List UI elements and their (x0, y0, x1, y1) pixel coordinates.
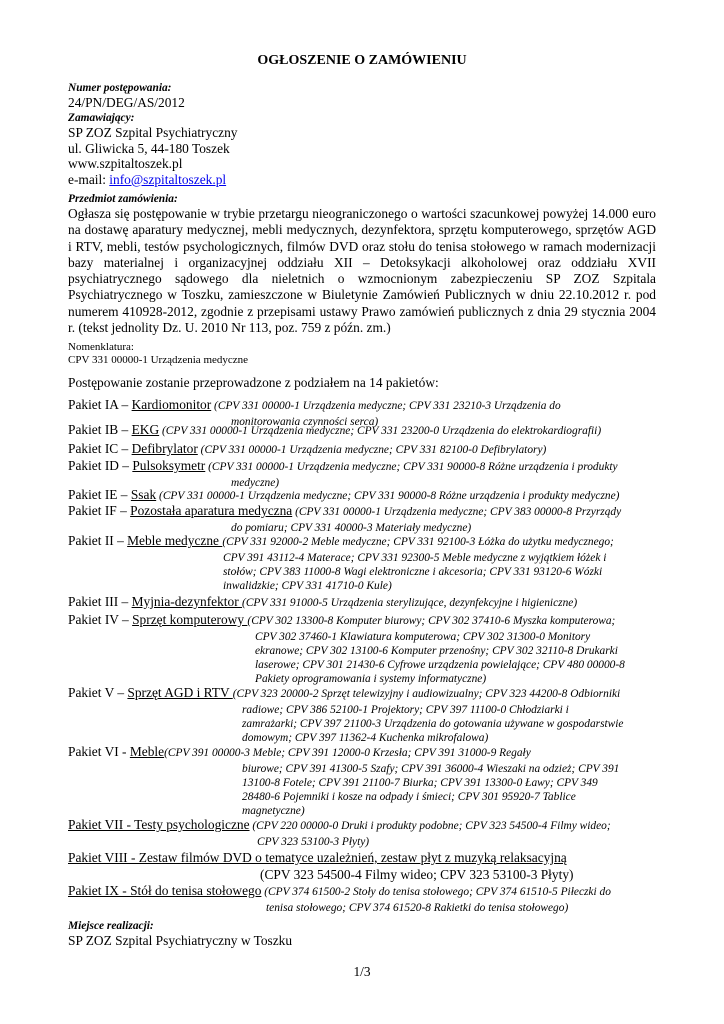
package-item (68, 458, 656, 490)
nomenclature-value: CPV 331 00000-1 Urządzenia medyczne (68, 354, 249, 366)
package-cpv: (CPV 331 92000-2 Meble medyczne; CPV 331 92100-3 Łóżka do użytku medycznego; (222, 536, 614, 548)
package-item (68, 422, 656, 440)
package-cpv: (CPV 302 13300-8 Komputer biurowy; CPV 302 37410-6 Myszka komputerowa; (247, 615, 616, 627)
package-cpv-continuation: radiowe; CPV 386 52100-1 Projektory; CPV 397 11100-0 Chłodziarki i (242, 703, 569, 716)
package-cpv-continuation: ekranowe; CPV 302 13100-6 Komputer przenośny; CPV 302 32110-8 Drukarki (255, 644, 618, 657)
package-prefix: Pakiet VI - (68, 744, 130, 759)
package-cpv: (CPV 220 00000-0 Druki i produkty podobne; CPV 323 54500-4 Filmy wideo; (249, 820, 611, 832)
package-cpv: (CPV 374 61500-2 Stoły do tenisa stołowego; CPV 374 61510-5 Piłeczki do (261, 886, 611, 898)
package-cpv-continuation: 13100-8 Fotele; CPV 391 21100-7 Biurka; CPV 391 13300-0 Ławy; CPV 349 (242, 776, 598, 789)
package-cpv: (CPV 331 00000-1 Urządzenia medyczne; CPV 331 23200-0 Urządzenia do elektrokardiografii) (159, 425, 602, 437)
package-cpv-continuation: Pakiety oprogramowania i systemy informatyczne) (255, 672, 487, 685)
package-name: Kardiomonitor (131, 397, 212, 412)
place-value: SP ZOZ Szpital Psychiatryczny w Toszku (68, 933, 293, 948)
package-name: Defibrylator (131, 441, 198, 456)
package-item (68, 685, 656, 745)
package-cpv-continuation: do pomiaru; CPV 331 40000-3 Materiały medyczne) (231, 521, 472, 534)
package-item (68, 850, 656, 882)
package-name: Pakiet IX - Stół do tenisa stołowego (68, 883, 262, 898)
package-heading (68, 397, 656, 415)
package-item (68, 487, 656, 505)
package-heading (68, 487, 656, 505)
package-prefix: Pakiet IF – (68, 503, 131, 518)
nomenclature-label: Nomenklatura: (68, 341, 134, 353)
buyer-website: www.szpitaltoszek.pl (68, 156, 183, 172)
package-cpv: (CPV 391 00000-3 Meble; CPV 391 12000-0 Krzesła; CPV 391 31000-9 Regały (164, 747, 531, 759)
package-cpv: (CPV 323 20000-2 Sprzęt telewizyjny i audiowizualny; CPV 323 44200-8 Odbiorniki (232, 688, 621, 700)
package-cpv-continuation: 28480-6 Pojemniki i kosze na odpady i śmieci; CPV 301 95920-7 Tablice (242, 790, 576, 803)
buyer-email-line (68, 172, 656, 188)
package-name: Pozostała aparatura medyczna (130, 503, 293, 518)
package-name: Meble (129, 744, 165, 759)
package-item (68, 533, 656, 593)
package-item (68, 744, 656, 818)
package-cpv-continuation: inwalidzkie; CPV 331 41710-0 Kule) (223, 579, 392, 592)
package-heading (68, 883, 656, 901)
place-label: Miejsce realizacji: (68, 920, 154, 932)
buyer-email-prefix: e-mail: (68, 171, 110, 187)
procedure-number-label: Numer postępowania: (68, 82, 172, 94)
buyer-name: SP ZOZ Szpital Psychiatryczny (68, 125, 238, 140)
package-prefix: Pakiet ID – (68, 458, 133, 473)
package-item (68, 594, 656, 612)
buyer-address: ul. Gliwicka 5, 44-180 Toszek (68, 140, 230, 156)
package-cpv-continuation: monitorowania czynności serca) (231, 415, 379, 428)
package-cpv: (CPV 331 00000-1 Urządzenia medyczne; CPV 331 90000-8 Różne urządzenia i produkty (205, 461, 618, 473)
package-prefix: Pakiet IE – (68, 487, 131, 502)
package-heading (68, 817, 656, 835)
buyer-label: Zamawiający: (68, 112, 135, 124)
package-name: Pakiet VII - Testy psychologiczne (68, 817, 250, 832)
package-name: EKG (131, 422, 160, 437)
package-cpv-continuation: stołów; CPV 383 11000-8 Wagi elektroniczne i akcesoria; CPV 331 93120-6 Wózki (223, 565, 603, 578)
package-name: Sprzęt komputerowy (132, 612, 248, 627)
package-heading (68, 533, 656, 551)
package-cpv: (CPV 331 00000-1 Urządzenia medyczne; CPV 331 23210-3 Urządzenia do (211, 400, 561, 412)
package-heading (68, 850, 656, 868)
package-prefix: Pakiet IC – (68, 441, 132, 456)
package-prefix: Pakiet IA – (68, 397, 132, 412)
package-name: Pakiet VIII - Zestaw filmów DVD o tematyce uzależnień, zestaw płyt z muzyką relaksacyjną (68, 850, 567, 865)
package-name: Pulsoksymetr (132, 458, 206, 473)
package-prefix: Pakiet IV – (68, 612, 133, 627)
package-item (68, 612, 656, 686)
package-cpv: (CPV 331 00000-1 Urządzenia medyczne; CPV 383 00000-8 Przyrządy (292, 506, 622, 518)
subject-text: Ogłasza się postępowanie w trybie przetargu nieograniczonego o wartości szacunkowej powyżej 14.000 euro na dostawę aparatury medycznej, mebli medycznych, dezynfektora, sprzętu komputerowego, sprzętów AGD i RTV, mebli, testów psychologicznych, filmów DVD oraz stołu do tenisa stołowego w ramach modernizacji bazy materialnej i organizacyjnej oddziału XII – Detoksykacji alkoholowej oraz oddziału XVII psychiatrycznego sądowego dla nieletnich o wzmocnionym zabezpieczeniu SP ZOZ Szpitala Psychiatrycznego w Toszku, zamieszczone w Biuletynie Zamówień Publicznych w dniu 22.10.2012 r. pod numerem 410928-2012, zgodnie z przepisami ustawy Prawo zamówień publicznych z dnia 29 stycznia 2004 r. (tekst jednolity Dz. U. 2010 Nr 113, poz. 759 z późn. zm.) (68, 206, 656, 336)
package-item (68, 817, 656, 849)
packages-intro: Postępowanie zostanie przeprowadzone z podziałem na 14 pakietów: (68, 375, 439, 390)
package-cpv-continuation: laserowe; CPV 301 21430-6 Cyfrowe urządzenia powielające; CPV 480 00000-8 (255, 658, 625, 671)
package-cpv-continuation: CPV 323 53100-3 Płyty) (257, 835, 370, 848)
package-name: Myjnia-dezynfektor (131, 594, 243, 609)
package-prefix: Pakiet II – (68, 533, 128, 548)
package-name: Meble medyczne (127, 533, 223, 548)
package-cpv: (CPV 331 91000-5 Urządzenia sterylizujące, dezynfekcyjne i higieniczne) (242, 597, 578, 609)
package-cpv-continuation: CPV 391 43112-4 Materace; CPV 331 92300-5 Meble medyczne z wyjątkiem łóżek i (223, 551, 607, 564)
package-heading (68, 612, 656, 630)
buyer-section (68, 112, 656, 187)
package-heading (68, 594, 656, 612)
package-cpv-continuation: CPV 302 37460-1 Klawiatura komputerowa; CPV 302 31300-0 Monitory (255, 630, 591, 643)
buyer-email-link[interactable]: info@szpitaltoszek.pl (109, 171, 227, 187)
package-cpv: (CPV 331 00000-1 Urządzenia medyczne; CPV 331 82100-0 Defibrylatory) (197, 444, 547, 456)
package-prefix: Pakiet V – (68, 685, 128, 700)
package-cpv: (CPV 331 00000-1 Urządzenia medyczne; CPV 331 90000-8 Różne urządzenia i produkty medyczne) (156, 490, 620, 502)
package-cpv-continuation: magnetyczne) (242, 804, 305, 817)
procedure-number-section (68, 82, 656, 111)
page-title: OGŁOSZENIE O ZAMÓWIENIU (257, 53, 467, 68)
package-cpv-continuation: zamrażarki; CPV 397 21100-3 Urządzenia do gotowania używane w gospodarstwie (242, 717, 624, 730)
subject-label: Przedmiot zamówienia: (68, 193, 178, 205)
package-heading (68, 422, 656, 440)
package-heading (68, 503, 656, 521)
place-section (68, 920, 656, 949)
package-item (68, 441, 656, 459)
package-prefix: Pakiet IB – (68, 422, 132, 437)
package-cpv-continuation: biurowe; CPV 391 41300-5 Szafy; CPV 391 36000-4 Wieszaki na odzież; CPV 391 (242, 762, 620, 775)
page-number: 1/3 (353, 964, 371, 979)
package-cpv-continuation: medyczne) (231, 476, 280, 489)
package-cpv-continuation: tenisa stołowego; CPV 374 61520-8 Rakietki do tenisa stołowego) (266, 901, 569, 914)
procedure-number-value: 24/PN/DEG/AS/2012 (68, 95, 185, 110)
package-heading (68, 744, 656, 762)
package-item (68, 503, 656, 535)
subject-section (68, 193, 656, 336)
package-name: Sprzęt AGD i RTV (127, 685, 233, 700)
package-heading (68, 441, 656, 459)
package-cpv-continuation: (CPV 323 54500-4 Filmy wideo; CPV 323 53100-3 Płyty) (260, 866, 574, 882)
package-item (68, 883, 656, 915)
package-heading (68, 458, 656, 476)
package-prefix: Pakiet III – (68, 594, 132, 609)
nomenclature-section (68, 341, 656, 367)
package-heading (68, 685, 656, 703)
package-cpv-continuation: domowym; CPV 397 11362-4 Kuchenka mikrofalowa) (242, 731, 489, 744)
package-name: Ssak (130, 487, 157, 502)
